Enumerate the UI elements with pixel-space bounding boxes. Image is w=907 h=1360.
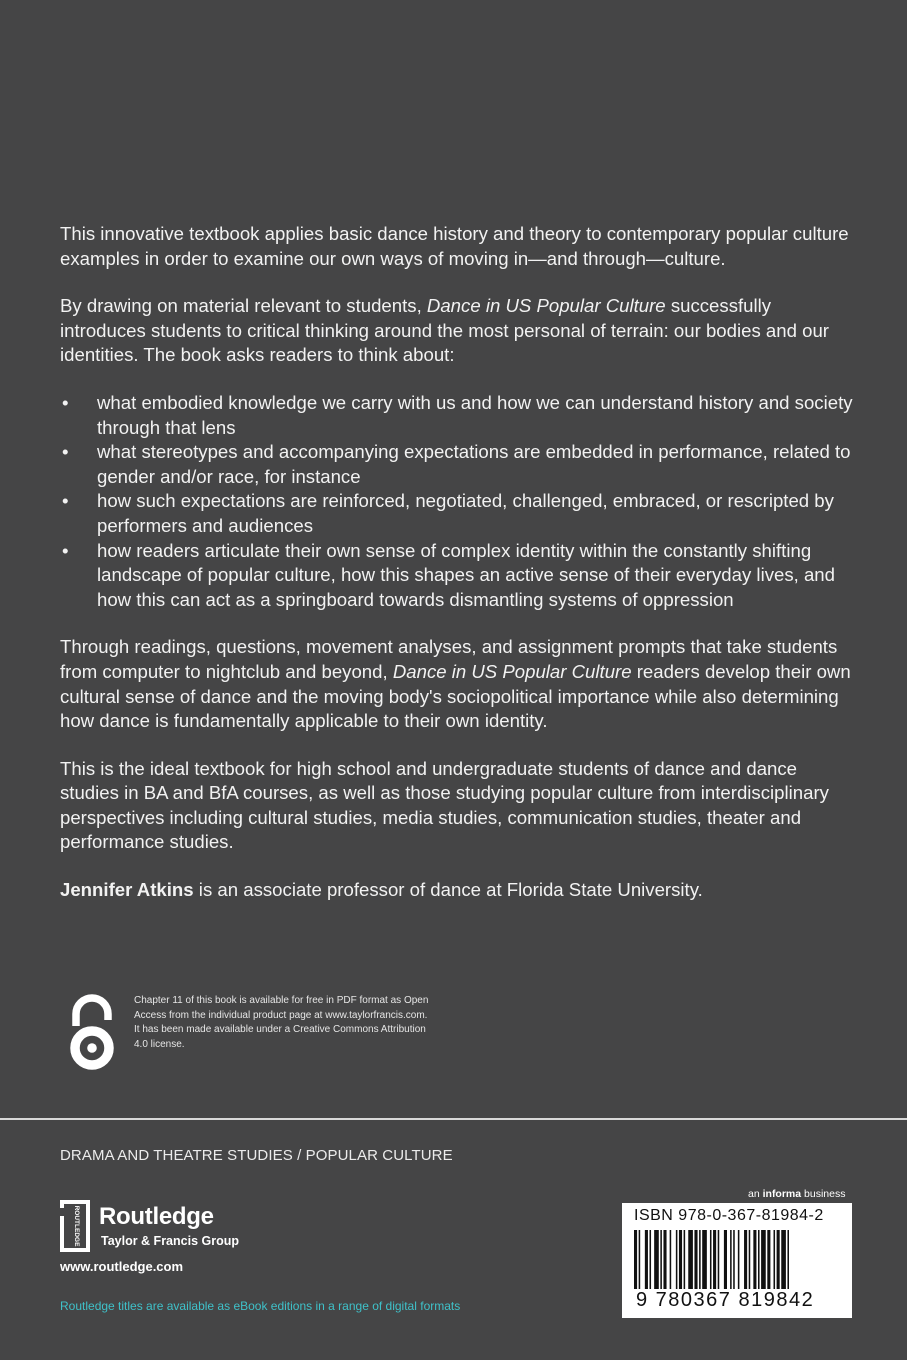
author-bio [60, 878, 860, 903]
publisher-group: Taylor & Francis Group [101, 1234, 239, 1248]
topics-list [60, 391, 860, 612]
bullet-icon: • [62, 539, 69, 561]
bullet-icon: • [62, 490, 69, 512]
isbn-label: ISBN 978-0-367-81984-2 [634, 1207, 824, 1224]
description-text-before: By drawing on material relevant to students, [60, 295, 427, 317]
list-item-text: how such expectations are reinforced, negotiated, challenged, embraced, or rescripted by performers and audiences [97, 490, 834, 536]
book-title: Dance in US Popular Culture [426, 295, 666, 317]
open-access-note: Chapter 11 of this book is available for free in PDF format as Open Access from the individual product page at www.taylorfrancis.com. It has been made available under a Creative Commons Attribution 4.0 license. [134, 995, 429, 1050]
divider [0, 1118, 907, 1120]
methods-paragraph [60, 635, 860, 733]
routledge-logo-icon [60, 1200, 90, 1252]
list-item-text: how readers articulate their own sense of complex identity within the constantly shifting landscape of popular culture, how this shapes an active sense of their everyday lives, and how this can act as a springboard towards dismantling systems of oppression [97, 539, 835, 610]
description-paragraph [60, 294, 860, 368]
author-bio-text: is an associate professor of dance at Florida State University. [193, 879, 703, 901]
bullet-icon: • [62, 391, 69, 413]
list-item [60, 539, 860, 613]
barcode [622, 1203, 852, 1318]
bullet-icon: • [62, 441, 69, 463]
methods-text-after: readers develop their own cultural sense of dance and the moving body's sociopolitical importance while also determining how dance is fundamentally applicable to their own identity. [60, 660, 851, 732]
informa-prefix: an [748, 1188, 763, 1200]
informa-business-tag [748, 1188, 845, 1200]
list-item-text: what stereotypes and accompanying expectations are embedded in performance, related to gender and/or race, for instance [97, 441, 851, 487]
list-item [60, 489, 860, 538]
open-access-icon [60, 992, 124, 1072]
barcode-digits: 9 780367 819842 [636, 1289, 815, 1311]
back-cover-blurb [60, 222, 860, 926]
informa-brand: informa [762, 1188, 802, 1200]
audience-paragraph: This is the ideal textbook for high school and undergraduate students of dance and dance studies in BA and BfA courses, as well as those studying popular culture from interdisciplinary perspectives including cultural studies, media studies, communication studies, theater and performance studies. [60, 757, 829, 853]
publisher-name: Routledge [99, 1203, 214, 1230]
logo-wordmark: ROUTLEDGE [73, 1205, 80, 1247]
publisher-url[interactable]: www.routledge.com [60, 1259, 184, 1274]
methods-text-before: Through readings, questions, movement analyses, and assignment prompts that take students from computer to nightclub and beyond, [60, 636, 838, 682]
list-item [60, 440, 860, 489]
description-text-after: successfully introduces students to critical thinking around the most personal of terrain: our bodies and our identities. The book asks readers to think about: [60, 295, 829, 366]
author-name: Jennifer Atkins [60, 879, 194, 901]
intro-paragraph: This innovative textbook applies basic dance history and theory to contemporary popular culture examples in order to examine our own ways of moving in—and through—culture. [60, 223, 849, 269]
book-title: Dance in US Popular Culture [392, 660, 632, 682]
list-item [60, 391, 860, 440]
informa-suffix: business [801, 1188, 846, 1200]
ebook-note: Routledge titles are available as eBook editions in a range of digital formats [60, 1299, 461, 1313]
list-item-text: what embodied knowledge we carry with us and how we can understand history and society through that lens [97, 391, 853, 438]
subject-category: DRAMA AND THEATRE STUDIES / POPULAR CULTURE [60, 1147, 453, 1164]
